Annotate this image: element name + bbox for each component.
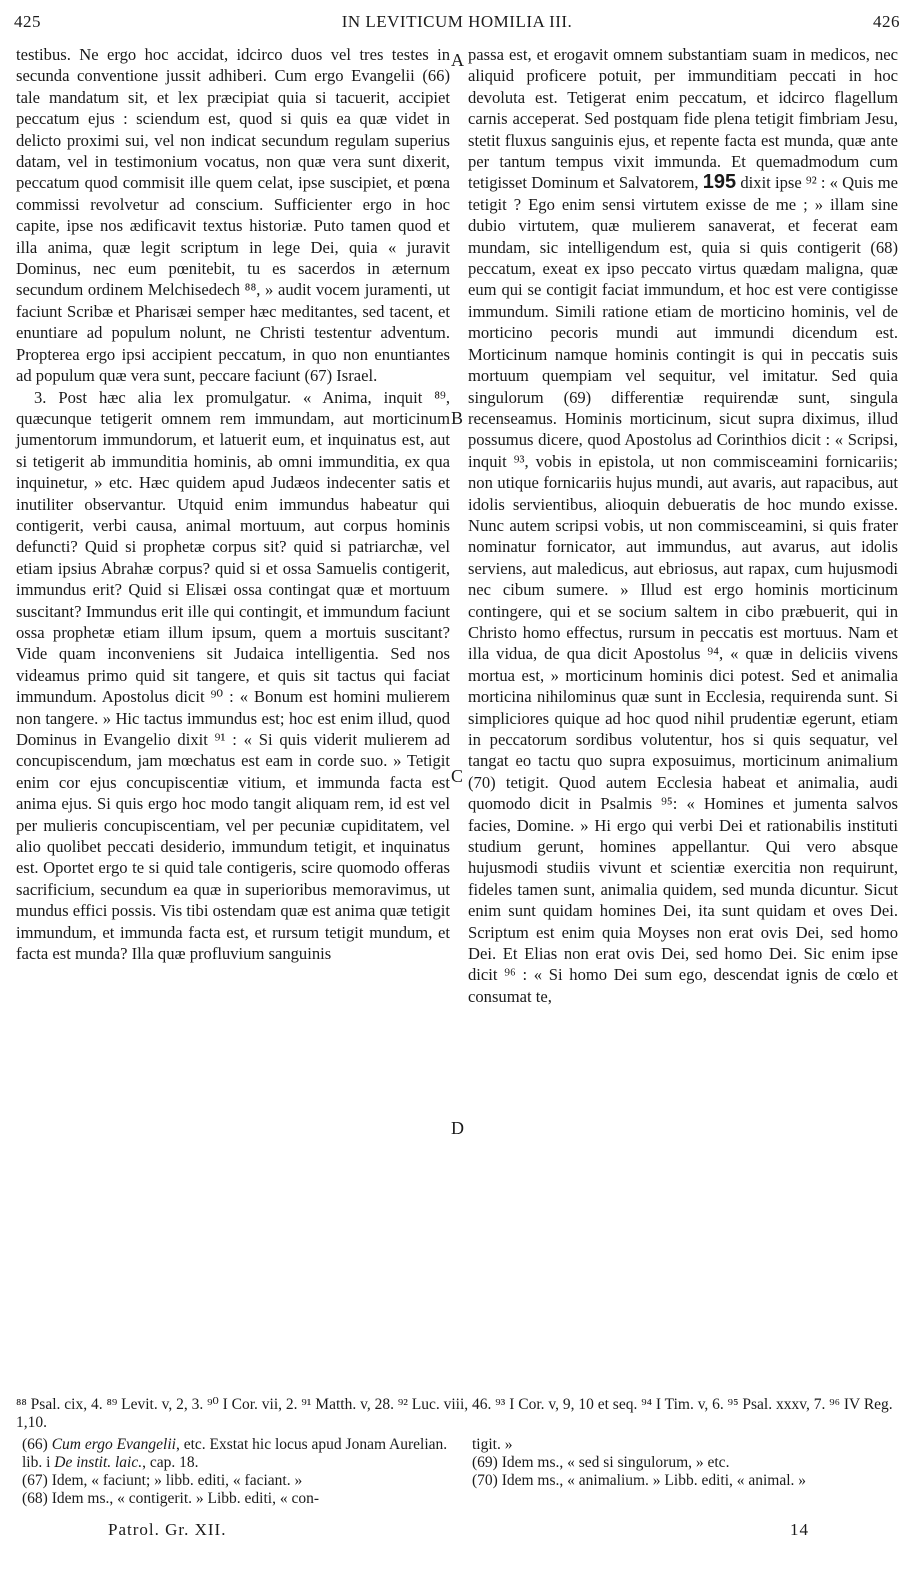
note-69: (69) Idem ms., « sed si singulorum, » etc. — [472, 1454, 730, 1471]
notes-left — [22, 1436, 450, 1508]
footer-signature: Patrol. Gr. XII. — [108, 1520, 227, 1539]
right-column — [468, 44, 898, 1007]
footer-sheet-number: 14 — [790, 1520, 809, 1539]
margin-marker-c: C — [451, 766, 464, 786]
note-67: (67) Idem, « faciunt; » libb. editi, « faciant. » — [22, 1472, 303, 1489]
left-paragraph-1: testibus. Ne ergo hoc accidat, idcirco duos vel tres testes in secunda conventione jussit adhiberi. Cum ergo Evangelii (66) tale mandatum sit, et lex præcipiat quia si tacuerit, accipiet peccatum ejus : sciendum est, quod si quis ea quæ videt in delicto proximi sui, vel non indicat secundum regulam superius datam, vel in testimonium vocatus, non quæ vera sunt dixerit, peccatum quod commisit ille quem celat, ipse suscipiet, et pœna commissi revolvetur ad conscium. Sufficienter ergo in hoc capite, ipse nos ædificavit textus historiæ. Puto tamen quod et illa anima, quæ legit scriptum in lege Dei, quia « juravit Dominus, nec eum pœnitebit, tu es sacerdos in æternum secundum ordinem Melchisedech ⁸⁸, » audit vocem juramenti, ut faciunt Scribæ et Pharisæi semper hæc meditantes, sed tacent, et enuntiare ad populum nolunt, ne Christi testentur adventum. Propterea ergo ipsi accipient peccatum, in quo non enuntiantes ad populum quæ vera sunt, peccare faciunt (67) Israel. — [16, 45, 450, 386]
margin-marker-d: D — [451, 1118, 464, 1138]
column-number: 195 — [702, 171, 737, 194]
left-column — [16, 44, 450, 964]
page-number-right: 426 — [873, 12, 900, 31]
note-68-continued: tigit. » — [472, 1436, 513, 1453]
note-66: (66) Cum ergo Evangelii, etc. Exstat hic locus apud Jonam Aurelian. lib. i De instit. laic., cap. 18. — [22, 1436, 448, 1471]
notes-right — [472, 1436, 898, 1490]
right-paragraph-1 — [468, 44, 898, 1007]
note-70: (70) Idem ms., « animalium. » Libb. editi, « animal. » — [472, 1472, 807, 1489]
margin-marker-a: A — [451, 50, 464, 70]
right-paragraph-1b: dixit ipse ⁹² : « Quis me tetigit ? Ego enim sensi virtutem exisse de me ; » illam sine dubio virtutem, quæ mulierem sanaverat, et fecerat eam mundam, sic intelligendum est, quia si quis contigerit (68) peccatum, exeat ex ipso peccato virtus quædam maligna, quæ eum qui se contigit faciat immundum, et hoc est vere contigisse immundum. Simili ratione etiam de morticino hominis, vel de morticino pecoris mundi aut immundi dicendum est. Morticinum namque hominis contingit is qui in peccatis suis mortuum quempiam vel sequitur, vel imitatur. Sed quia singulorum (69) differentiæ requirendæ sunt, singula recenseamus. Hominis morticinum, sicut supra diximus, illud possumus dicere, quod Apostolus ad Corinthios dicit : « Scripsi, inquit ⁹³, vobis in epistola, ut non commisceamini fornicariis; non utique fornicariis hujus mundi, aut avaris, aut rapacibus, aut idolis servientibus, alioquin debueratis de hoc mundo exisse. Nunc autem scripsi vobis, ut non commisceamini, si quis frater nominatur fornicator, aut immundus, aut avarus, aut idolis serviens, aut maledicus, aut ebriosus, aut rapax, cum hujusmodi nec cibum sumere. » Illud est ergo hominis morticinum contingere, qui et se socium saltem in cibo præbuerit, qui in Christo homo effectus, rursum in peccatis est mortuus. Nam et illa vidua, de qua dicit Apostolus ⁹⁴, « quæ in deliciis vivens mortua est, » morticinum hominis dici potest. Sed et animalia morticina nihilominus quæ sunt in Ecclesia, requirenda sunt. Si simpliciores quique ad hoc quod nihil prudentiæ egerunt, etiam in peccatorum sordibus volutentur, hos si quis sequatur, vel tangat eo tactu quo supra exposuimus, morticinum animalium (70) tetigit. Quod autem Ecclesia habeat et animalia, audi quomodo dicit in Psalmis ⁹⁵: « Homines et jumenta salvos facies, Domine. » Hi ergo qui verbi Dei et rationabilis instituti studium gerunt, homines appellantur. Qui vero absque hujusmodi studiis vivunt et scientiæ exercitia non requirunt, fideles tamen sunt, animalia quidem, sed munda dicuntur. Sicut enim sunt quidam homines Dei, ita sunt quidam et oves Dei. Scriptum est enim quia Moyses non erat ovis Dei, sed homo Dei. Et Elias non erat ovis Dei, sed homo Dei. Sic enim ipse dicit ⁹⁶ : « Si homo Dei sum ego, descendat ignis de cœlo et consumat te, — [468, 173, 898, 1006]
margin-marker-b: B — [451, 408, 464, 428]
running-header — [14, 12, 900, 36]
right-paragraph-1a: passa est, et erogavit omnem substantiam suam in medicos, nec aliquid proficere potuit, per immunditiam peccati in hoc devoluta est. Tetigerat enim peccatum, et idcirco flagellum carnis acceperat. Sed postquam fide plena tetigit fimbriam Jesu, stetit fluxus sanguinis ejus, et repente facta est munda, quæ ante per tantum tempus vixit immunda. Et quemadmodum cum tetigisset Dominum et Salvatorem, — [468, 45, 898, 193]
scripture-references: ⁸⁸ Psal. cix, 4. ⁸⁹ Levit. v, 2, 3. ⁹⁰ I Cor. vii, 2. ⁹¹ Matth. v, 28. ⁹² Luc. viii, 46. ⁹³ I Cor. v, 9, 10 et seq. ⁹⁴ I Tim. v, 6. ⁹⁵ Psal. xxxv, 7. ⁹⁶ IV Reg. 1,10. — [16, 1396, 893, 1431]
left-paragraph-2: 3. Post hæc alia lex promulgatur. « Anima, inquit ⁸⁹, quæcunque tetigerit omnem rem immundam, aut morticinum jumentorum immundorum, et latuerit eum, et inquinatus est, aut si tetigerit ab immunditia hominis, ab omni immunditia, ex qua inquinetur, » etc. Hæc quidem apud Judæos indecenter satis et inutiliter observantur. Utquid enim immundus habeatur qui contigerit, verbi causa, animal mortuum, aut corpus hominis defuncti? Quid si prophetæ corpus sit? quid si patriarchæ, vel etiam ipsius Abrahæ corpus? quid si et ossa Samuelis contigerit, immundus erit? Quid si Elisæi ossa contingat quæ et mortuum suscitant? Immundus erit ille qui contingit, et immundum faciunt ossa prophetæ etiam illum ipsum, quem a mortuis suscitant? Vide quam inconveniens sit Judaica intelligentia. Sed nos videamus primo quid sit tangere, et quis sit tactus qui faciat immundum. Apostolus dicit ⁹⁰ : « Bonum est homini mulierem non tangere. » Hic tactus immundus est; hoc est enim illud, quod Dominus in Evangelio dixit ⁹¹ : « Si quis viderit mulierem ad concupiscendum, jam mœchatus est eam in corde suo. » Tetigit enim cor ejus concupiscentiæ vitium, et immunda facta est anima ejus. Si quis ergo hoc modo tangit aliquam rem, id est vel per mulieris concupiscentiam, vel per pecuniæ cupiditatem, vel alio quolibet peccati desiderio, immundum tetigit, et inquinatus est. Oportet ergo te si quid tale contigeris, scire quomodo offeras sacrificium, secundum ea quæ in superioribus memoravimus, ut mundus effici possis. Vis tibi ostendam quæ est anima quæ tetigit immundum, et immunda facta est, et rursum tetigit mundum, et facta est munda? Illa quæ profluvium sanguinis — [16, 387, 450, 964]
running-title: IN LEVITICUM HOMILIA III. — [341, 12, 573, 31]
page-number-left: 425 — [14, 12, 41, 31]
note-68: (68) Idem ms., « contigerit. » Libb. editi, « con- — [22, 1490, 320, 1507]
